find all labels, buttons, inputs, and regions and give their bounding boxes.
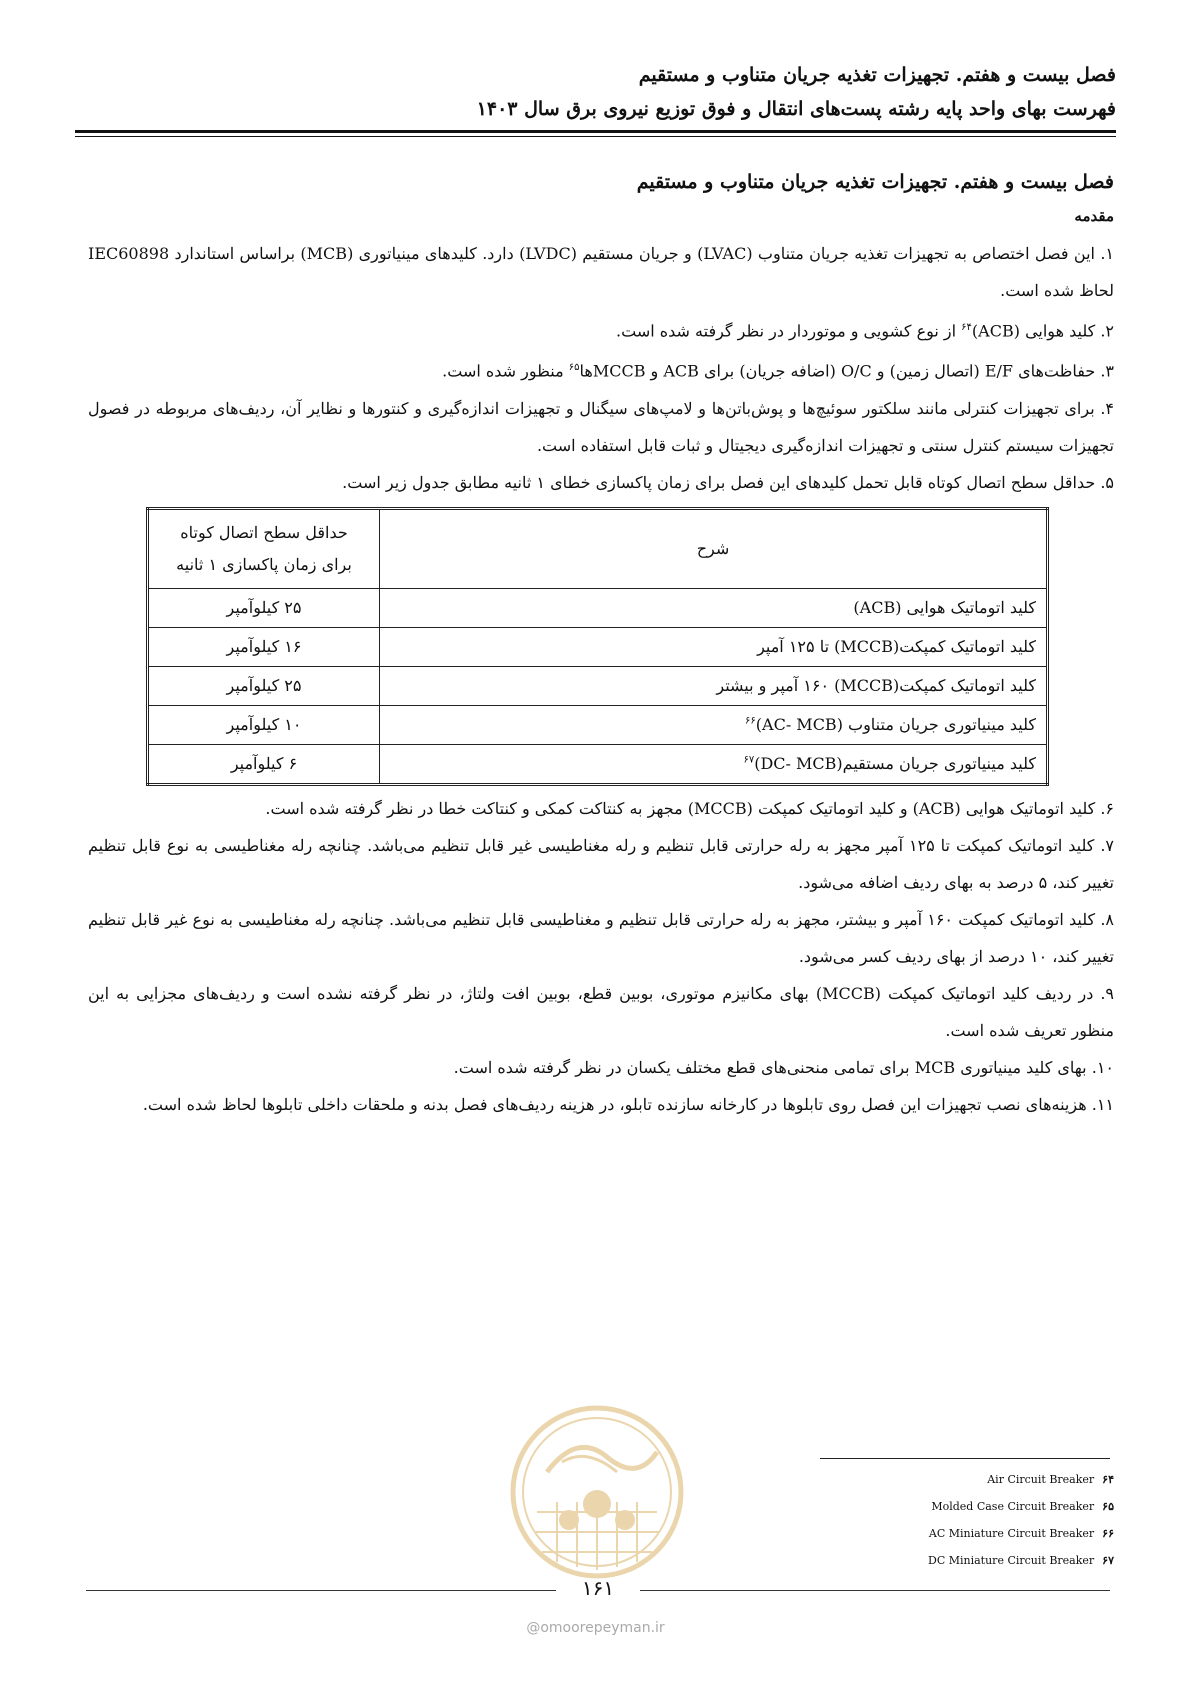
footnote-ref-64: ۶۴ [961, 322, 972, 333]
table-cell-value: ۶ کیلوآمپر [148, 744, 380, 784]
paragraph-8: ۸. کلید اتوماتیک کمپکت ۱۶۰ آمپر و بیشتر، مجهز به رله حرارتی قابل تنظیم و مغناطیسی قابل تنظیم می‌باشد. چنانچه رله مغناطیسی به نوع غیر قابل تنظیم تغییر کند، ۱۰ درصد از بهای ردیف کسر می‌شود. [88, 909, 1114, 966]
footnote-text: DC Miniature Circuit Breaker [928, 1554, 1095, 1567]
table-cell-description [380, 666, 1048, 705]
footnote-number: ۶۴ [1102, 1473, 1114, 1486]
footnote-item [754, 1520, 1114, 1547]
publisher-seal-icon [507, 1402, 687, 1582]
table-cell-description [380, 705, 1048, 744]
footnote-number: ۶۵ [1102, 1500, 1114, 1513]
footnote-ref-67: ۶۷ [743, 754, 755, 766]
footnote-number: ۶۷ [1102, 1554, 1114, 1567]
paragraph-7: ۷. کلید اتوماتیک کمپکت تا ۱۲۵ آمپر مجهز به رله حرارتی قابل تنظیم و رله مغناطیسی غیر قابل تنظیم می‌باشد. چنانچه رله مغناطیسی به نوع قابل تنظیم تغییر کند، ۵ درصد به بهای ردیف اضافه می‌شود. [88, 835, 1115, 892]
table-header-row [148, 508, 1048, 588]
page-number: ۱۶۱ [581, 1576, 615, 1600]
footnote-item [754, 1547, 1114, 1574]
row-desc-text: کلید اتوماتیک کمپکت(MCCB) تا ۱۲۵ آمپر [757, 637, 1036, 657]
paragraph-2-text-b: از نوع کشویی و موتوردار در نظر گرفته شده است. [616, 321, 962, 341]
row-desc-text: کلید مینیاتوری جریان مستقیم(DC- MCB) [754, 754, 1036, 774]
paragraph-11: ۱۱. هزینه‌های نصب تجهیزات این فصل روی تابلوها در کارخانه سازنده تابلو، در هزینه ردیف‌های فصل بدنه و ملحقات داخلی تابلوها لحاظ شده است. [142, 1094, 1114, 1114]
table-header-description: شرح [380, 508, 1048, 588]
short-circuit-table [146, 507, 1049, 786]
table-row [148, 705, 1048, 744]
paragraph-3-text-b: منظور شده است. [442, 361, 569, 381]
footnote-item [754, 1493, 1114, 1520]
table-header-value [148, 508, 380, 588]
table-cell-value: ۱۶ کیلوآمپر [148, 627, 380, 666]
footer-rule-left [86, 1590, 556, 1591]
footnote-text: Air Circuit Breaker [987, 1473, 1095, 1486]
table-header-value-line2: برای زمان پاکسازی ۱ ثانیه [176, 554, 352, 574]
table-row [148, 744, 1048, 784]
footnote-number: ۶۶ [1102, 1527, 1114, 1540]
table-header-value-line1: حداقل سطح اتصال کوتاه [180, 522, 348, 542]
paragraph-5: ۵. حداقل سطح اتصال کوتاه قابل تحمل کلیدهای این فصل برای زمان پاکسازی خطای ۱ ثانیه مطابق جدول زیر است. [342, 472, 1114, 492]
table-cell-value: ۱۰ کیلوآمپر [148, 705, 380, 744]
header-chapter-line: فصل بیست و هفتم. تجهیزات تغذیه جریان متناوب و مستقیم [638, 64, 1116, 86]
table-cell-description [380, 744, 1048, 784]
table-row [148, 627, 1048, 666]
paragraph-2-text-a: ۲. کلید هوایی (ACB) [971, 321, 1114, 341]
table-cell-value: ۲۵ کیلوآمپر [148, 588, 380, 627]
footnote-ref-65: ۶۵ [568, 362, 580, 374]
footnote-separator [820, 1458, 1110, 1459]
footnote-ref-66: ۶۶ [745, 715, 756, 727]
paragraph-10: ۱۰. بهای کلید مینیاتوری MCB برای تمامی منحنی‌های قطع مختلف یکسان در نظر گرفته شده است. [453, 1057, 1114, 1077]
table-cell-description [380, 627, 1048, 666]
footnote-item [754, 1466, 1114, 1493]
row-desc-text: کلید اتوماتیک هوایی (ACB) [853, 598, 1036, 618]
table-row [148, 666, 1048, 705]
paragraph-3 [88, 349, 1114, 389]
row-desc-text: کلید مینیاتوری جریان متناوب (AC- MCB) [755, 715, 1036, 735]
footer-rule-right [640, 1590, 1110, 1591]
row-desc-text: کلید اتوماتیک کمپکت(MCCB) ۱۶۰ آمپر و بیشتر [716, 676, 1036, 696]
footnotes [754, 1466, 1114, 1574]
page-content [88, 163, 1114, 1123]
chapter-title: فصل بیست و هفتم. تجهیزات تغذیه جریان متناوب و مستقیم [636, 171, 1114, 193]
watermark-text: @omoorepeyman.ir [526, 1620, 665, 1636]
paragraph-1: ۱. این فصل اختصاص به تجهیزات تغذیه جریان متناوب (LVAC) و جریان مستقیم (LVDC) دارد. کلیدهای مینیاتوری (MCB) براساس استاندارد IEC60898 لحاظ شده است. [88, 244, 1114, 300]
paragraph-3-text-a: ۳. حفاظت‌های E/F (اتصال زمین) و O/C (اضافه جریان) برای ACB و MCCBها [579, 361, 1114, 381]
section-subtitle: مقدمه [1074, 207, 1114, 225]
table-cell-description [380, 588, 1048, 627]
header-catalog-line: فهرست بهای واحد پایه رشته پست‌های انتقال و فوق توزیع نیروی برق سال ۱۴۰۳ [476, 98, 1116, 120]
paragraph-4: ۴. برای تجهیزات کنترلی مانند سلکتور سوئیچ‌ها و پوش‌باتن‌ها و لامپ‌های سیگنال و تجهیزات اندازه‌گیری و کنتورها و نظایر آن، ردیف‌های مربوطه در فصول تجهیزات سیستم کنترل سنتی و تجهیزات اندازه‌گیری دیجیتال و ثبات قابل استفاده است. [88, 398, 1114, 455]
paragraph-2 [88, 309, 1114, 349]
footnote-text: Molded Case Circuit Breaker [931, 1500, 1095, 1513]
header-rule-thick [75, 130, 1116, 133]
table-cell-value: ۲۵ کیلوآمپر [148, 666, 380, 705]
page-header [75, 58, 1116, 126]
header-rule-thin [75, 136, 1116, 137]
table-row [148, 588, 1048, 627]
paragraph-9: ۹. در ردیف کلید اتوماتیک کمپکت (MCCB) بهای مکانیزم موتوری، بوبین قطع، بوبین افت ولتاژ، در نظر گرفته نشده است و ردیف‌های مجزایی به این منظور تعریف شده است. [88, 983, 1115, 1040]
footnote-text: AC Miniature Circuit Breaker [928, 1527, 1095, 1540]
paragraph-6: ۶. کلید اتوماتیک هوایی (ACB) و کلید اتوماتیک کمپکت (MCCB) مجهز به کنتاکت کمکی و کنتاکت خطا در نظر گرفته شده است. [265, 798, 1114, 818]
